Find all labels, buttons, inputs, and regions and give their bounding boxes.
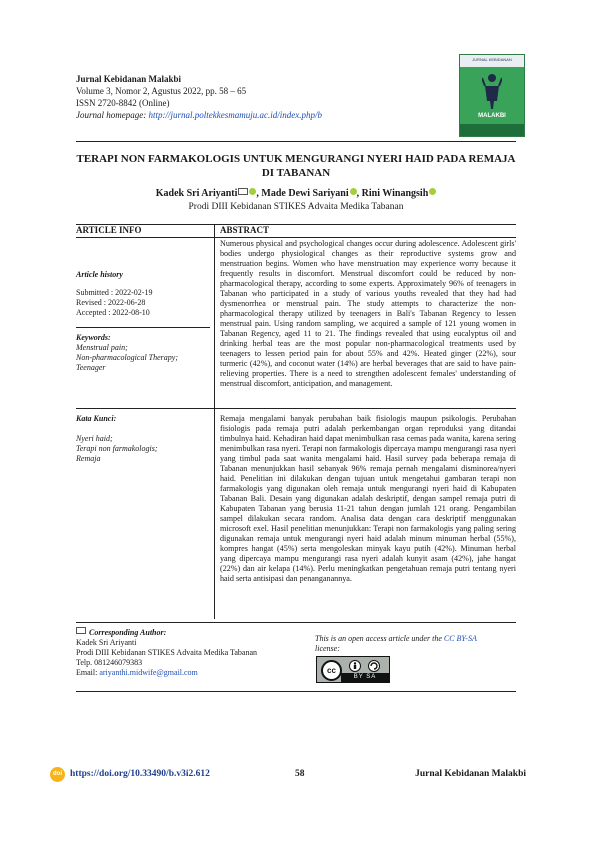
- cc-logo-icon: cc: [321, 660, 342, 681]
- journal-volume: Volume 3, Nomor 2, Agustus 2022, pp. 58 – 65: [76, 86, 247, 96]
- journal-homepage: [76, 109, 456, 121]
- abstract-english: Numerous physical and psychological changes occur during adolescence. Adolescent girls' bodies undergo physiological changes as their reproductive systems grow and menstruation begins. Women who have menstruation may experience worry because it frequently results in discomfort. Menstrual discomfort could be reduced by non-pharmacological therapy, according to some experts. Approximately 96% of teenagers in Tabanan who participated in a study of various youths revealed that they had had dysmenorrhea or menstrual pain. The study attempts to characterize the non-pharmacological therapy utilized by teenagers in Bali's Tabanan Regency to lessen menstrual pain. Using random sampling, we acquired a sample of 121 young women in Tabanan Regency, aged 11 to 21. The findings revealed that using eucalyptus oil and drinking herbal teas are the most popular non-pharmacological treatments used by teenagers to lessen period pain for about 55% and 42%. Heated ginger (22%), sour turmeric (42%), and coconut water (14%) are herbal beverages that are said to have pain-relieving properties. There is a need to strengthen adolescent females' understanding of menstrual discomfort, anticipation, and management.: [220, 239, 516, 388]
- journal-name: Jurnal Kebidanan Malakbi: [76, 74, 182, 84]
- doi-link[interactable]: https://doi.org/10.33490/b.v3i2.612: [70, 769, 210, 779]
- page-number: 58: [295, 769, 305, 779]
- history-label: Article history: [76, 270, 123, 279]
- kata-kunci-item: Nyeri haid;: [76, 434, 113, 443]
- cover-title: JURNAL KEBIDANAN: [472, 57, 512, 62]
- submitted-date: Submitted : 2022-02-19: [76, 288, 153, 297]
- doi-icon: doi: [50, 767, 65, 782]
- by-sa-icon: [344, 660, 386, 672]
- article-history: [76, 270, 212, 318]
- cc-by-sa-link[interactable]: CC BY-SA: [443, 634, 477, 643]
- license-suffix: license:: [315, 644, 340, 653]
- corresponding-phone: Telp. 081246079383: [76, 658, 143, 667]
- abstract-heading: ABSTRACT: [220, 225, 270, 235]
- kata-kunci-item: Remaja: [76, 454, 101, 463]
- homepage-link[interactable]: http://jurnal.poltekkesmamuju.ac.id/index.php/b: [148, 110, 322, 120]
- cover-bottom-band: [460, 124, 524, 136]
- keywords-section: [76, 333, 212, 373]
- header-divider: [76, 141, 516, 142]
- page-footer: [50, 767, 526, 783]
- corresponding-email-link[interactable]: ariyanthi.midwife@gmail.com: [99, 668, 198, 677]
- orcid-icon[interactable]: [249, 188, 256, 195]
- corresponding-author: [76, 627, 306, 678]
- author-affiliation: Prodi DIII Kebidanan STIKES Advaita Medika Tabanan: [188, 202, 404, 212]
- author-name: Rini Winangsih: [361, 188, 429, 199]
- journal-cover-image: [459, 54, 525, 137]
- author-list: Kadek Sri Ariyanti , Made Dewi Sariyani , Rini Winangsih: [76, 187, 516, 200]
- info-header-rule: [76, 237, 516, 238]
- homepage-label: Journal homepage:: [76, 110, 147, 120]
- revised-date: Revised : 2022-06-28: [76, 298, 146, 307]
- article-info-heading: ARTICLE INFO: [76, 225, 142, 235]
- journal-issn: ISSN 2720-8842 (Online): [76, 98, 170, 108]
- keyword-item: Non-pharmacological Therapy;: [76, 353, 178, 362]
- mail-icon[interactable]: [238, 188, 248, 195]
- corresponding-label: Corresponding Author:: [89, 628, 167, 637]
- info-top-rule: [76, 224, 516, 225]
- mail-icon: [76, 627, 86, 634]
- abstract-indonesian: Remaja mengalami banyak perubahan baik fisiologis maupun psikologis. Perubahan fisiologis pada remaja putri adalah perkembangan organ reproduksi yang ditandai timbulnya haid. Kehadiran haid dapat menimbulkan rasa cemas pada wanita, karena sering menimbulkan rasa nyeri. Terapi non farmakologis dipercaya mampu mengurangi rasa nyeri yang timbul pada saat wanita mengalami haid. Hasil survey pada beberapa remaja di Tabanan menunjukkan hasil sebanyak 96% remaja pernah mengalami disminorea/nyeri haid. Penelitian ini dilakukan dengan tujuan untuk mengetahui gambaran terapi non farmakologis yang digunakan oleh remaja untuk mengurangi nyeri haid di Kabupaten Tabanan Bali. Desain yang digunakan adalah deskriptif, dengan sampel remaja putri di Kabupaten Tabanan yang berusia 11-21 tahun dengan jumlah 121 orang. Pengambilan sampel dilakukan secara random. Analisa data dengan cara deskriptif menggunakan microsoft exel. Hasil penelitian menunjukkan: Terapi non farmakologis yang paling sering digunakan remaja untuk mengurangi nyeri haid adalah minum minuman herbal (55%), kompres hangat (45%) serta mengoleskan minyak kayu putih (42%). Minuman herbal yang dipercaya mampu mengurangi rasa nyeri adalah kunyit asam (42%), jahe hangat (22%) dan air kelapa (14%). Perlu meningkatkan pengetahuan remaja putri tentang nyeri haid serta antisipasi dan penanganannya.: [220, 414, 516, 583]
- cover-figure-icon: [482, 73, 502, 109]
- corresponding-bottom-rule: [76, 691, 516, 692]
- license-note: [315, 634, 515, 654]
- orcid-icon[interactable]: [350, 188, 357, 195]
- keywords-divider: [76, 327, 210, 328]
- author-name: Made Dewi Sariyani: [261, 188, 349, 199]
- license-text: This is an open access article under the: [315, 634, 442, 643]
- kata-kunci-section: [76, 414, 212, 464]
- column-divider: [214, 225, 215, 619]
- corresponding-top-rule: [76, 622, 516, 623]
- author-name: Kadek Sri Ariyanti: [155, 188, 238, 199]
- kata-kunci-item: Terapi non farmakologis;: [76, 444, 158, 453]
- abstract-separator: [76, 408, 516, 409]
- kata-kunci-label: Kata Kunci:: [76, 414, 117, 423]
- cc-license-badge[interactable]: [316, 656, 390, 683]
- email-label: Email:: [76, 668, 98, 677]
- corresponding-affiliation: Prodi DIII Kebidanan STIKES Advaita Medika Tabanan: [76, 648, 258, 657]
- cover-brand: MALAKBI: [478, 113, 506, 119]
- keyword-item: Teenager: [76, 363, 106, 372]
- keywords-label: Keywords:: [76, 333, 111, 342]
- article-title: TERAPI NON FARMAKOLOGIS UNTUK MENGURANGI NYERI HAID PADA REMAJA DI TABANAN: [76, 153, 516, 179]
- footer-journal-name: Jurnal Kebidanan Malakbi: [415, 769, 526, 779]
- cc-badge-text: BY SA: [341, 673, 389, 682]
- orcid-icon[interactable]: [429, 188, 436, 195]
- corresponding-name: Kadek Sri Ariyanti: [76, 638, 137, 647]
- keyword-item: Menstrual pain;: [76, 343, 128, 352]
- accepted-date: Accepted : 2022-08-10: [76, 308, 150, 317]
- journal-header: [76, 73, 456, 121]
